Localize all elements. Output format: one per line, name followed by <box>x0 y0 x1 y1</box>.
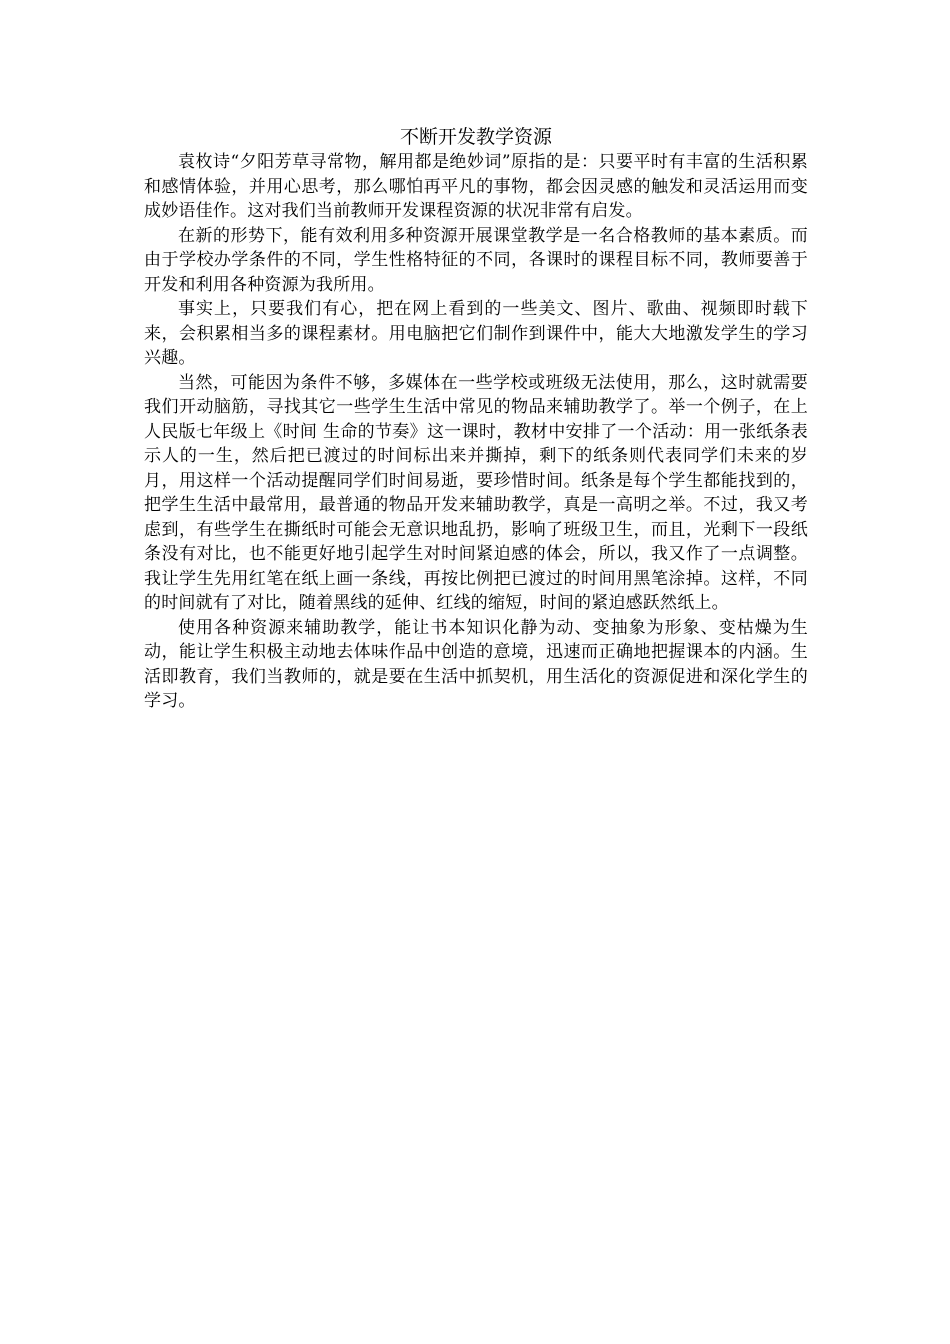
paragraph-3: 事实上，只要我们有心，把在网上看到的一些美文、图片、歌曲、视频即时载下来，会积累相当多的课程素材。用电脑把它们制作到课件中，能大大地激发学生的学习兴趣。 <box>144 299 808 368</box>
paragraph-2: 在新的形势下，能有效利用多种资源开展课堂教学是一名合格教师的基本素质。而由于学校办学条件的不同，学生性格特征的不同，各课时的课程目标不同，教师要善于开发和利用各种资源为我所用。 <box>144 225 808 295</box>
paragraph-4: 当然，可能因为条件不够，多媒体在一些学校或班级无法使用，那么，这时就需要我们开动脑筋，寻找其它一些学生生活中常见的物品来辅助教学了。举一个例子，在上人民版七年级上《时间 生命的节奏》这一课时，教材中安排了一个活动：用一张纸条表示人的一生，然后把已渡过的时间标出来并撕掉，剩下的纸条则代表同学们未来的岁月，用这样一个活动提醒同学们时间易逝，要珍惜时间。纸条是每个学生都能找到的，把学生生活中最常用，最普通的物品开发来辅助教学，真是一高明之举。不过，我又考虑到，有些学生在撕纸时可能会无意识地乱扔，影响了班级卫生，而且，光剩下一段纸条没有对比，也不能更好地引起学生对时间紧迫感的体会，所以，我又作了一点调整。我让学生先用红笔在纸上画一条线，再按比例把已渡过的时间用黑笔涂掉。这样，不同的时间就有了对比，随着黑线的延伸、红线的缩短，时间的紧迫感跃然纸上。 <box>144 372 808 613</box>
document-title: 不断开发教学资源 <box>399 126 552 148</box>
document-body <box>144 124 808 714</box>
paragraph-1: 袁枚诗“夕阳芳草寻常物，解用都是绝妙词”原指的是：只要平时有丰富的生活积累和感情体验，并用心思考，那么哪怕再平凡的事物，都会因灵感的触发和灵活运用而变成妙语佳作。这对我们当前教师开发课程资源的状况非常有启发。 <box>144 152 808 221</box>
paragraph-5: 使用各种资源来辅助教学，能让书本知识化静为动、变抽象为形象、变枯燥为生动，能让学生积极主动地去体味作品中创造的意境，迅速而正确地把握课本的内涵。生活即教育，我们当教师的，就是要在生活中抓契机，用生活化的资源促进和深化学生的学习。 <box>144 617 808 711</box>
